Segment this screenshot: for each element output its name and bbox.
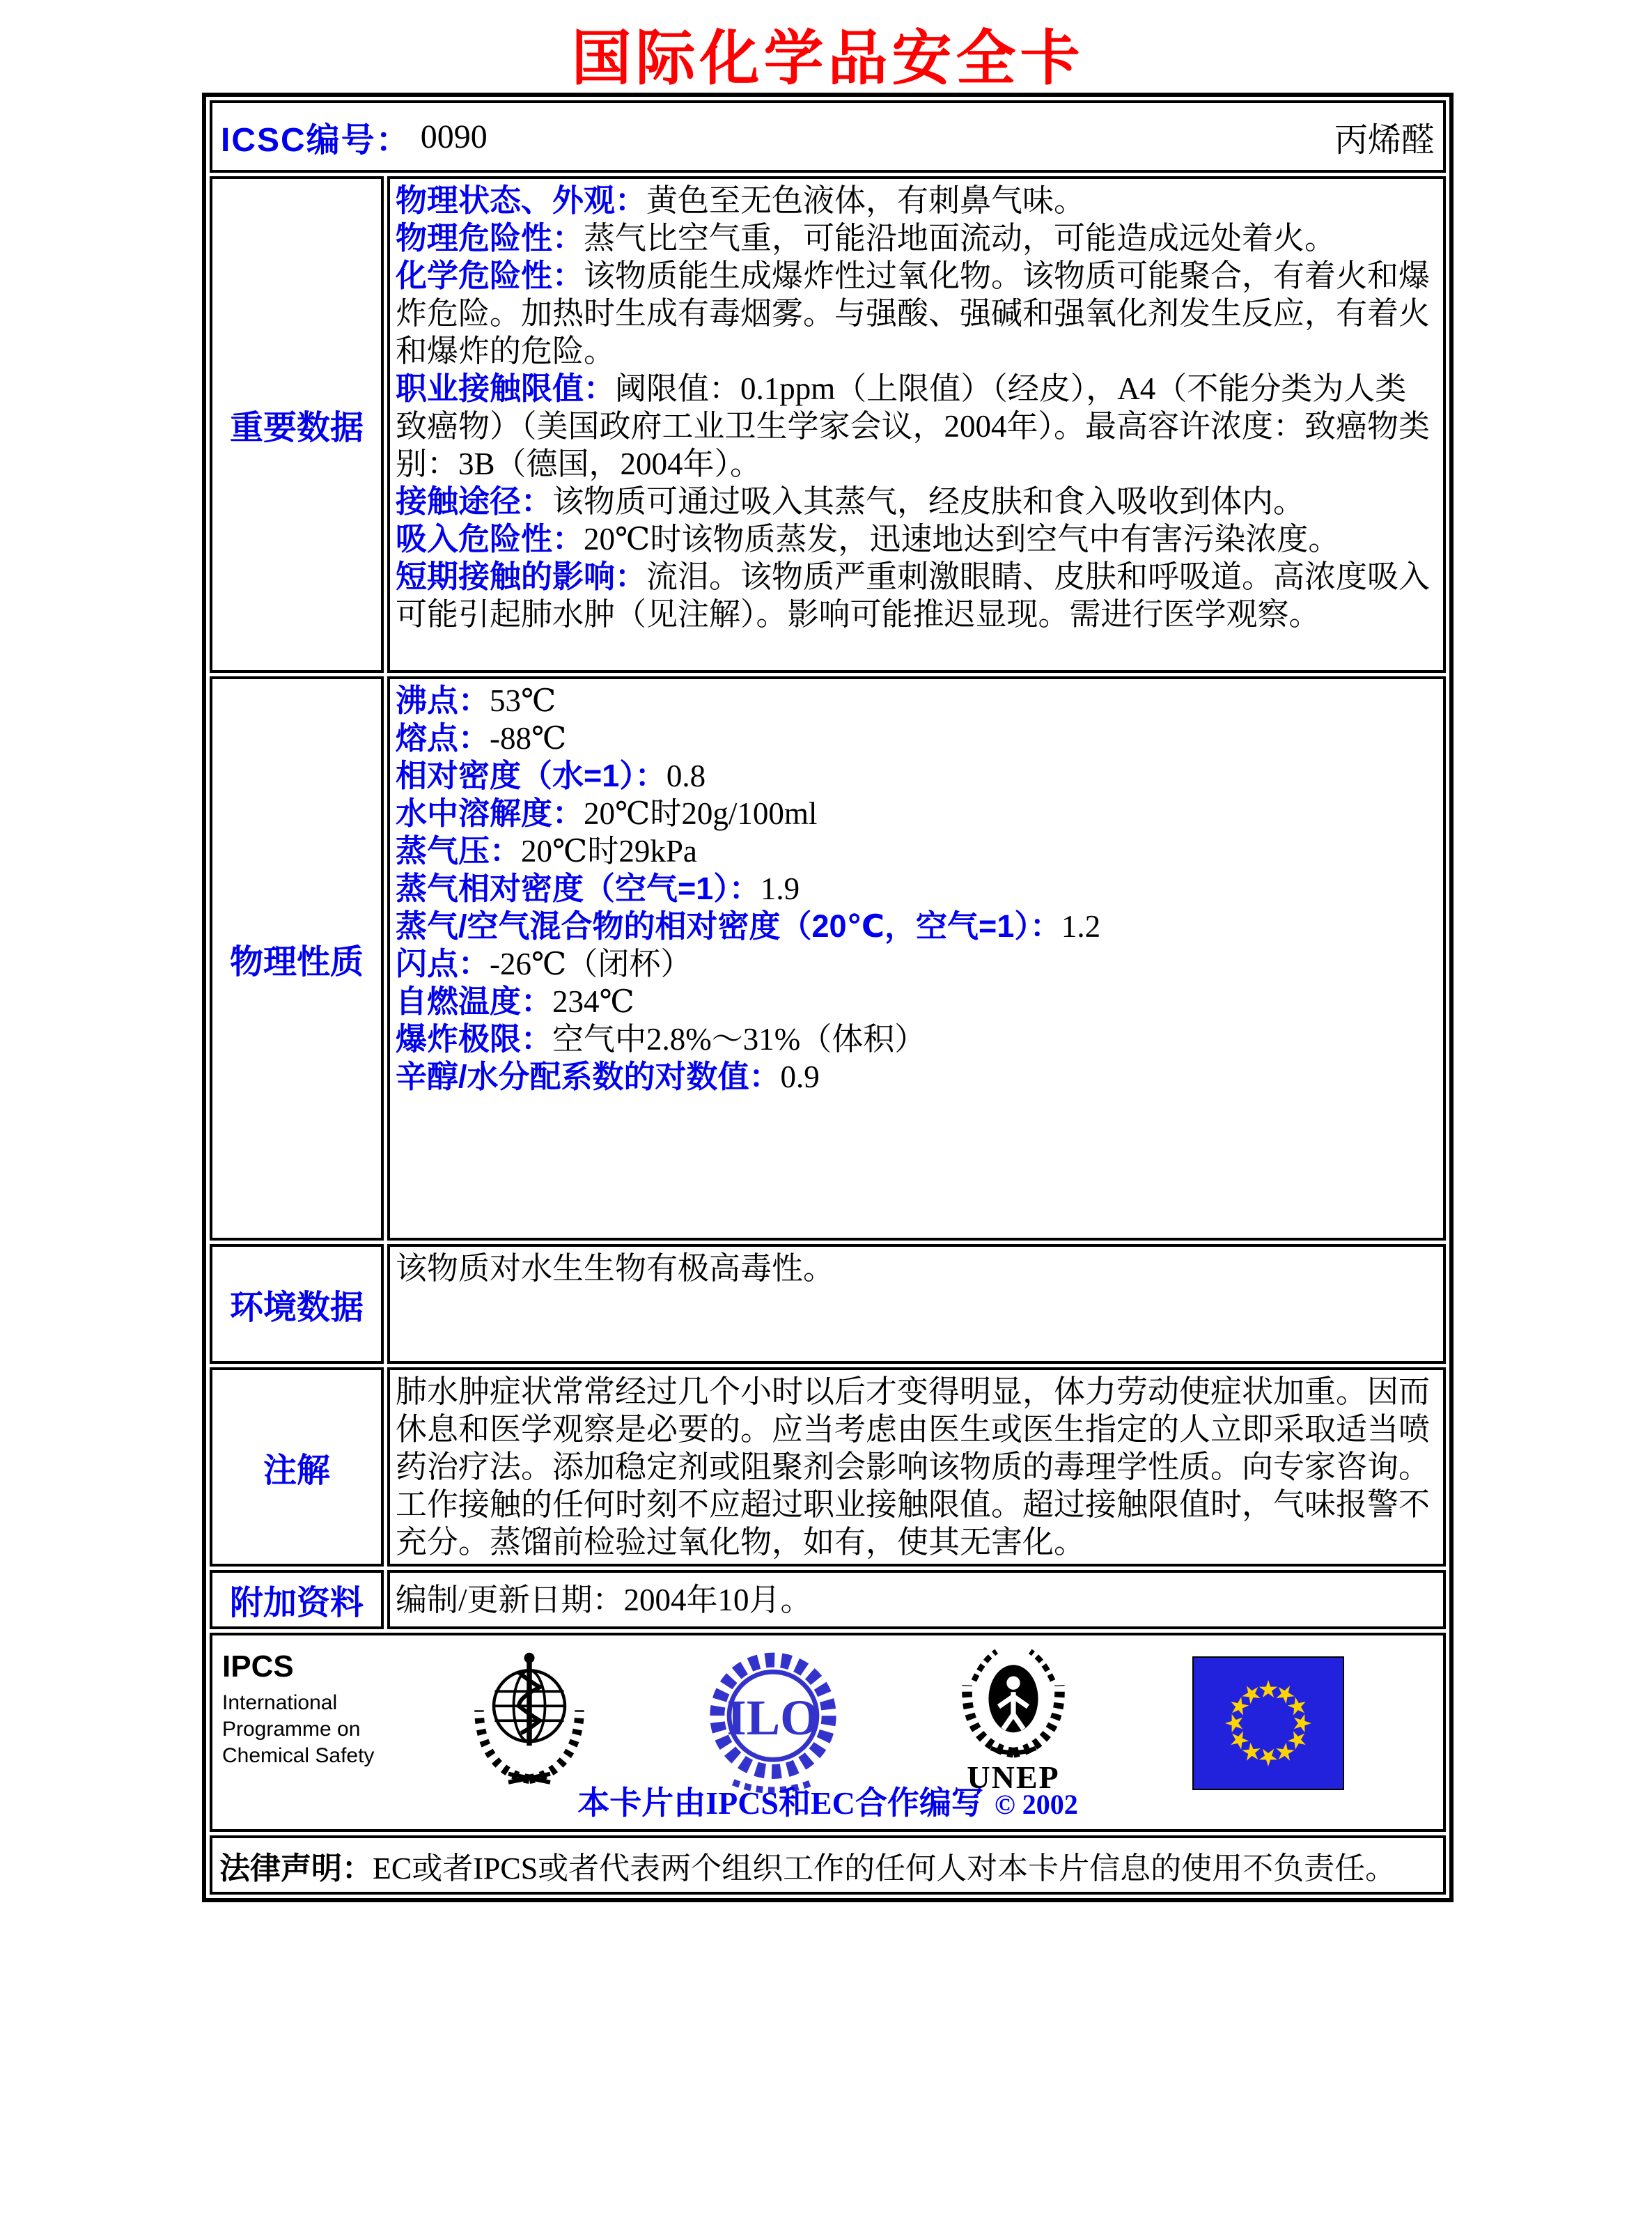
labeled-text-item bbox=[396, 908, 1436, 945]
notes-label: 注解 bbox=[210, 1367, 384, 1567]
unep-logo-block bbox=[947, 1642, 1080, 1796]
section-logos bbox=[210, 1633, 1446, 1832]
item-text: 20℃时20g/100ml bbox=[584, 796, 818, 831]
labeled-text-item bbox=[396, 182, 1436, 219]
labeled-text-item bbox=[396, 720, 1436, 757]
item-text: -26℃（闭杯） bbox=[490, 947, 692, 981]
item-label: 蒸气/空气混合物的相对密度（20℃，空气=1）： bbox=[396, 908, 1061, 944]
chemical-name: 丙烯醛 bbox=[1334, 121, 1435, 159]
legal-notice-text: EC或者IPCS或者代表两个组织工作的任何人对本卡片信息的使用不负责任。 bbox=[373, 1851, 1396, 1886]
icsc-number-value: 0090 bbox=[420, 118, 488, 155]
ipcs-text-block bbox=[222, 1649, 374, 1769]
labeled-text-item bbox=[396, 219, 1436, 257]
page-title: 国际化学品安全卡 bbox=[571, 25, 1084, 92]
labeled-text-item bbox=[396, 945, 1436, 983]
ipcs-line-2: Programme on bbox=[222, 1718, 361, 1741]
section-physical-properties bbox=[210, 676, 1446, 1241]
header-cell bbox=[210, 100, 1446, 173]
environmental-data-label: 环境数据 bbox=[210, 1244, 384, 1364]
ipcs-line-1: International bbox=[222, 1691, 338, 1714]
item-label: 相对密度（水=1）： bbox=[396, 758, 667, 793]
credit-line bbox=[212, 1778, 1443, 1824]
ilo-icon bbox=[700, 1647, 846, 1793]
labeled-text-item bbox=[396, 1020, 1436, 1058]
labeled-text-item bbox=[396, 520, 1436, 558]
labeled-text-item bbox=[396, 682, 1436, 720]
unep-caption: UNEP bbox=[967, 1759, 1060, 1795]
section-legal-notice bbox=[210, 1835, 1446, 1895]
item-text: 流泪。该物质严重刺激眼睛、皮肤和呼吸道。高浓度吸入可能引起肺水肿（见注解）。影响可能推迟显现。需进行医学观察。 bbox=[396, 559, 1431, 632]
item-label: 熔点： bbox=[396, 720, 490, 756]
item-label: 职业接触限值： bbox=[396, 371, 616, 406]
additional-info-content bbox=[387, 1570, 1446, 1629]
item-text: 20℃时该物质蒸发，迅速地达到空气中有害污染浓度。 bbox=[584, 522, 1340, 557]
labeled-text-item bbox=[396, 1058, 1436, 1096]
item-label: 短期接触的影响： bbox=[396, 559, 647, 594]
credit-text: 本卡片由IPCS和EC合作编写 bbox=[577, 1785, 983, 1821]
item-text: 该物质能生成爆炸性过氧化物。该物质可能聚合，有着火和爆炸危险。加热时生成有毒烟雾。与强酸、强碱和强氧化剂发生反应，有着火和爆炸的危险。 bbox=[396, 258, 1431, 368]
labeled-text-item bbox=[396, 483, 1436, 520]
item-text: 53℃ bbox=[490, 683, 556, 718]
item-text: 20℃时29kPa bbox=[521, 834, 697, 869]
who-icon bbox=[467, 1641, 592, 1793]
labeled-text-item bbox=[396, 370, 1436, 483]
additional-info-label: 附加资料 bbox=[210, 1570, 384, 1629]
physical-properties-list bbox=[396, 682, 1436, 1096]
labeled-text-item bbox=[396, 832, 1436, 870]
labeled-text-item bbox=[396, 757, 1436, 795]
copyright-text: © 2002 bbox=[994, 1789, 1078, 1820]
item-text: -88℃ bbox=[490, 721, 567, 756]
icsc-table bbox=[202, 93, 1454, 1902]
update-date-label: 编制/更新日期： bbox=[396, 1582, 624, 1617]
header-row bbox=[210, 100, 1446, 173]
section-important-data bbox=[210, 176, 1446, 673]
labeled-text-item bbox=[396, 870, 1436, 908]
labeled-text-item bbox=[396, 983, 1436, 1020]
logos-cell bbox=[210, 1633, 1446, 1832]
item-label: 闪点： bbox=[396, 946, 490, 981]
item-label: 物理状态、外观： bbox=[396, 182, 647, 218]
ilo-letters: ILO bbox=[726, 1689, 820, 1746]
item-label: 爆炸极限： bbox=[396, 1021, 553, 1057]
icsc-number-label: ICSC编号： bbox=[221, 121, 411, 159]
item-label: 吸入危险性： bbox=[396, 521, 584, 557]
item-text: 1.2 bbox=[1061, 909, 1101, 944]
important-data-list bbox=[396, 182, 1436, 633]
ipcs-acronym: IPCS bbox=[222, 1649, 294, 1684]
item-text: 0.9 bbox=[780, 1059, 820, 1094]
item-label: 自燃温度： bbox=[396, 984, 553, 1019]
item-text: 黄色至无色液体，有刺鼻气味。 bbox=[646, 183, 1086, 218]
item-text: 该物质可通过吸入其蒸气，经皮肤和食入吸收到体内。 bbox=[552, 484, 1305, 519]
ipcs-line-3: Chemical Safety bbox=[222, 1744, 375, 1767]
update-date-value: 2004年10月。 bbox=[623, 1582, 812, 1617]
physical-properties-content bbox=[387, 676, 1446, 1241]
unep-icon bbox=[951, 1642, 1076, 1759]
item-text: 空气中2.8%～31%（体积） bbox=[552, 1022, 926, 1057]
section-notes bbox=[210, 1367, 1446, 1567]
legal-notice-label: 法律声明： bbox=[219, 1851, 373, 1886]
important-data-content bbox=[387, 176, 1446, 673]
item-label: 蒸气压： bbox=[396, 833, 522, 869]
item-label: 辛醇/水分配系数的对数值： bbox=[396, 1059, 781, 1094]
item-text: 蒸气比空气重，可能沿地面流动，可能造成远处着火。 bbox=[584, 221, 1337, 256]
item-label: 化学危险性： bbox=[396, 258, 584, 293]
notes-content: 肺水肿症状常常经过几个小时以后才变得明显，体力劳动使症状加重。因而休息和医学观察是必要的。应当考虑由医生或医生指定的人立即采取适当喷药治疗法。添加稳定剂或阻聚剂会影响该物质的毒理学性质。向专家咨询。工作接触的任何时刻不应超过职业接触限值。超过接触限值时，气味报警不充分。蒸馏前检验过氧化物，如有，使其无害化。 bbox=[387, 1367, 1446, 1567]
item-label: 水中溶解度： bbox=[396, 795, 584, 831]
physical-properties-label: 物理性质 bbox=[210, 676, 384, 1241]
item-text: 234℃ bbox=[552, 984, 634, 1019]
item-text: 0.8 bbox=[666, 759, 706, 793]
item-text: 阈限值：0.1ppm（上限值）（经皮），A4（不能分类为人类致癌物）（美国政府工业卫生学家会议，2004年）。最高容许浓度：致癌物类别：3B（德国，2004年）。 bbox=[396, 371, 1431, 481]
item-label: 沸点： bbox=[396, 683, 490, 718]
legal-notice-cell bbox=[210, 1835, 1446, 1895]
item-label: 物理危险性： bbox=[396, 220, 584, 256]
section-additional-info bbox=[210, 1570, 1446, 1629]
labeled-text-item bbox=[396, 558, 1436, 633]
eu-flag-icon bbox=[1192, 1656, 1344, 1790]
section-environmental-data bbox=[210, 1244, 1446, 1364]
environmental-data-content: 该物质对水生生物有极高毒性。 bbox=[387, 1244, 1446, 1364]
important-data-label: 重要数据 bbox=[210, 176, 384, 673]
item-label: 接触途径： bbox=[396, 483, 553, 519]
item-label: 蒸气相对密度（空气=1）： bbox=[396, 871, 761, 906]
labeled-text-item bbox=[396, 257, 1436, 370]
item-text: 1.9 bbox=[760, 871, 800, 906]
labeled-text-item bbox=[396, 795, 1436, 832]
